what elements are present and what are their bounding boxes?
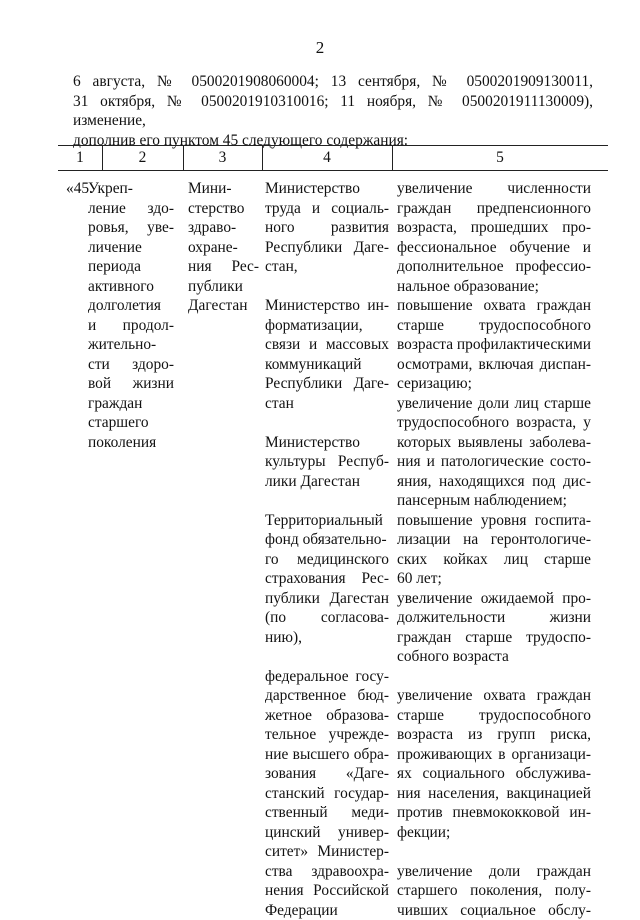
- coexecutors-cell: [265, 179, 389, 920]
- indicator-spacer: [397, 667, 591, 687]
- indicator-line: собного возраста: [397, 647, 591, 667]
- indicator-line: осмотрами, включая диспан-: [397, 355, 591, 375]
- coexecutor-line: (по согласова-: [265, 608, 389, 628]
- executor-cell: [188, 179, 259, 316]
- table-header-cell: 1: [58, 147, 102, 169]
- indicator-line: возраста из групп риска,: [397, 725, 591, 745]
- coexecutor-line: Федерации: [265, 901, 389, 920]
- indicator-line: ских койках лиц старше: [397, 550, 591, 570]
- indicator-line: увеличение численности: [397, 179, 591, 199]
- executor-line: охране-: [188, 238, 259, 258]
- coexecutor-line: ние высшего обра-: [265, 745, 389, 765]
- coexecutor-line: го медицинского: [265, 550, 389, 570]
- coexecutor-line: Министерство: [265, 433, 389, 453]
- indicator-line: возраста профилактическими: [397, 335, 591, 355]
- executor-line: публики: [188, 277, 259, 297]
- intro-paragraph: [73, 72, 593, 150]
- task-line: вой жизни: [88, 374, 174, 394]
- task-line: и продол-: [88, 316, 174, 336]
- coexecutor-line: ситет» Министер-: [265, 842, 389, 862]
- table-header-cell: 5: [392, 147, 608, 169]
- intro-line: 6 августа, № 0500201908060004; 13 сентября, № 0500201909130011,: [73, 72, 593, 92]
- coexecutor-line: дарственное бюд-: [265, 686, 389, 706]
- executor-line: здраво-: [188, 218, 259, 238]
- task-line: ровья, уве-: [88, 218, 174, 238]
- coexecutor-line: публики Дагестан: [265, 589, 389, 609]
- task-line: ление здо-: [88, 199, 174, 219]
- block-spacer: [265, 413, 389, 433]
- executor-line: Мини-: [188, 179, 259, 199]
- indicator-line: граждан старше трудоспо-: [397, 628, 591, 648]
- indicator-line: против пневмококковой ин-: [397, 803, 591, 823]
- indicator-line: трудоспособного возраста, у: [397, 413, 591, 433]
- task-line: Укреп-: [88, 179, 174, 199]
- coexecutor-line: цинский универ-: [265, 823, 389, 843]
- indicator-line: фекции;: [397, 823, 591, 843]
- coexecutor-line: нию),: [265, 628, 389, 648]
- coexecutor-line: стан: [265, 394, 389, 414]
- block-spacer: [265, 647, 389, 667]
- table-header-cell: 3: [183, 147, 262, 169]
- indicator-line: старше трудоспособного: [397, 316, 591, 336]
- indicator-line: нальное образование;: [397, 277, 591, 297]
- task-line: граждан: [88, 394, 174, 414]
- page-number: 2: [0, 38, 640, 58]
- indicator-line: увеличение доли лиц старше: [397, 394, 591, 414]
- coexecutor-line: зования «Даге-: [265, 764, 389, 784]
- indicator-line: старше трудоспособного: [397, 706, 591, 726]
- intro-line: дополнив его пунктом 45 следующего содержания:: [73, 131, 593, 151]
- task-line: сти здоро-: [88, 355, 174, 375]
- coexecutor-line: ственный меди-: [265, 803, 389, 823]
- coexecutor-line: труда и социаль-: [265, 199, 389, 219]
- coexecutor-line: форматизации,: [265, 316, 389, 336]
- task-line: личение: [88, 238, 174, 258]
- coexecutor-line: станский государ-: [265, 784, 389, 804]
- coexecutor-line: Министерство ин-: [265, 296, 389, 316]
- task-line: долголетия: [88, 296, 174, 316]
- indicator-line: старшего поколения, полу-: [397, 881, 591, 901]
- indicator-line: граждан предпенсионного: [397, 199, 591, 219]
- indicator-line: возраста, прошедших про-: [397, 218, 591, 238]
- indicator-line: фессиональное обучение и: [397, 238, 591, 258]
- indicator-line: лизации на геронтологиче-: [397, 530, 591, 550]
- coexecutor-line: тельное учрежде-: [265, 725, 389, 745]
- coexecutor-line: лики Дагестан: [265, 472, 389, 492]
- indicator-line: ях социального обслужива-: [397, 764, 591, 784]
- task-line: поколения: [88, 433, 174, 453]
- coexecutor-line: Министерство: [265, 179, 389, 199]
- task-line: жительно-: [88, 335, 174, 355]
- task-line: активного: [88, 277, 174, 297]
- block-spacer: [265, 491, 389, 511]
- task-line: старшего: [88, 413, 174, 433]
- executor-line: Дагестан: [188, 296, 259, 316]
- indicator-line: дополнительное профессио-: [397, 257, 591, 277]
- indicator-line: повышение уровня госпита-: [397, 511, 591, 531]
- indicator-line: ния населения, вакцинацией: [397, 784, 591, 804]
- coexecutor-line: Республики Даге-: [265, 238, 389, 258]
- coexecutor-line: жетное образова-: [265, 706, 389, 726]
- indicator-line: пансерным наблюдением;: [397, 491, 591, 511]
- coexecutor-line: ства здравоохра-: [265, 862, 389, 882]
- coexecutor-line: Территориальный: [265, 511, 389, 531]
- indicator-line: которых выявлены заболева-: [397, 433, 591, 453]
- indicator-line: проживающих в организаци-: [397, 745, 591, 765]
- indicator-line: должительности жизни: [397, 608, 591, 628]
- indicator-line: увеличение охвата граждан: [397, 686, 591, 706]
- indicator-line: чивших социальное обслу-: [397, 901, 591, 920]
- intro-line: 31 октября, № 0500201910310016; 11 ноября, № 0500201911130009), изменение,: [73, 92, 593, 131]
- executor-line: стерство: [188, 199, 259, 219]
- task-line: периода: [88, 257, 174, 277]
- coexecutor-line: страхования Рес-: [265, 569, 389, 589]
- coexecutor-line: нения Российской: [265, 881, 389, 901]
- coexecutor-line: федеральное госу-: [265, 667, 389, 687]
- indicator-line: увеличение ожидаемой про-: [397, 589, 591, 609]
- coexecutor-line: фонд обязательно-: [265, 530, 389, 550]
- executor-line: ния Рес-: [188, 257, 259, 277]
- coexecutor-line: Республики Даге-: [265, 374, 389, 394]
- indicators-cell: [397, 179, 591, 920]
- coexecutor-line: стан,: [265, 257, 389, 277]
- indicator-line: 60 лет;: [397, 569, 591, 589]
- table-header-rule: [58, 170, 608, 171]
- indicator-line: повышение охвата граждан: [397, 296, 591, 316]
- task-cell: [88, 179, 174, 452]
- indicator-spacer: [397, 842, 591, 862]
- coexecutor-line: ного развития: [265, 218, 389, 238]
- table-top-rule: [58, 145, 608, 146]
- coexecutor-line: коммуникаций: [265, 355, 389, 375]
- indicator-line: увеличение доли граждан: [397, 862, 591, 882]
- row-number: «45.: [66, 179, 102, 199]
- coexecutor-line: связи и массовых: [265, 335, 389, 355]
- indicator-line: яния, находящихся под дис-: [397, 472, 591, 492]
- table-header-cell: 2: [102, 147, 183, 169]
- table-header-cell: 4: [262, 147, 392, 169]
- indicator-line: ния и патологические состо-: [397, 452, 591, 472]
- coexecutor-line: культуры Респуб-: [265, 452, 389, 472]
- block-spacer: [265, 277, 389, 297]
- indicator-line: серизацию;: [397, 374, 591, 394]
